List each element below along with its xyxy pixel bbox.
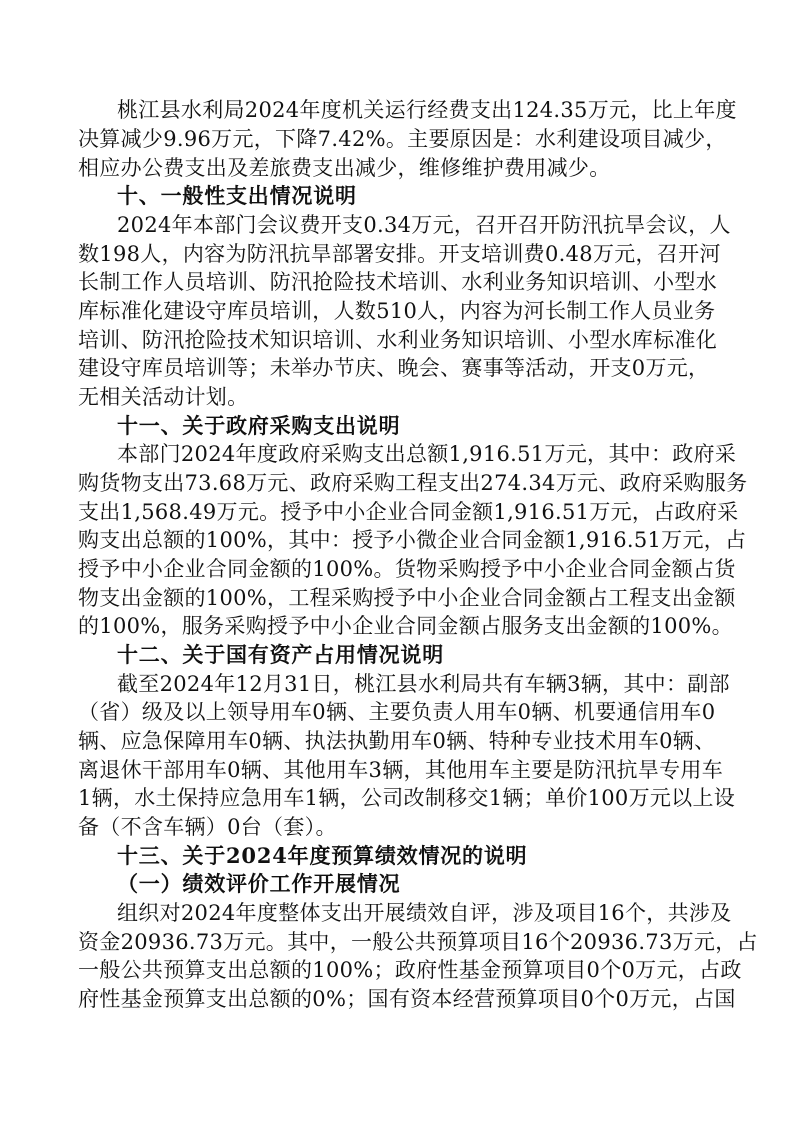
line-text: （省）级及以上领导用车0辆、主要负责人用车0辆、机要通信用车0 [78,700,716,724]
line-text: 支出1,568.49万元。授予中小企业合同金额1,916.51万元，占政府采 [78,500,739,524]
line-text: 府性基金预算支出总额的0%；国有资本经营预算项目0个0万元，占国 [78,987,736,1011]
line-text: 的100%，服务采购授予中小企业合同金额占服务支出金额的100%。 [78,614,733,638]
paragraph-line [0,928,793,956]
section-heading-13 [0,842,793,870]
paragraph-line [0,383,793,411]
paragraph-line [0,985,793,1013]
line-text: 购支出总额的100%，其中：授予小微企业合同金额1,916.51万元，占 [78,528,747,552]
line-text: 购货物支出73.68万元、政府采购工程支出274.34万元、政府采购服务 [78,471,748,495]
line-text: 培训、防汛抢险技术知识培训、水利业务知识培训、小型水库标准化 [78,328,717,352]
paragraph-line [0,756,793,784]
paragraph-line [0,96,793,124]
paragraph-line [0,670,793,698]
heading-text: 十二、关于国有资产占用情况说明 [117,642,444,667]
paragraph-line [0,727,793,755]
heading-text: 十一、关于政府采购支出说明 [117,413,401,438]
line-text: 组织对2024年度整体支出开展绩效自评，涉及项目16个，共涉及 [117,901,732,925]
paragraph-line [0,354,793,382]
line-text: 备（不含车辆）0台（套）。 [78,815,337,839]
line-text: 数198人，内容为防汛抗旱部署安排。开支培训费0.48万元，召开河 [78,242,721,266]
heading-text: 十、一般性支出情况说明 [117,183,357,208]
line-text: 1辆，水土保持应急用车1辆，公司改制移交1辆；单价100万元以上设 [78,786,736,810]
line-text: 相应办公费支出及差旅费支出减少，维修维护费用减少。 [78,156,611,180]
paragraph-line [0,211,793,239]
line-text: 桃江县水利局2024年度机关运行经费支出124.35万元，比上年度 [117,98,737,122]
line-text: 本部门2024年度政府采购支出总额1,916.51万元，其中：政府采 [117,442,737,466]
section-heading-10 [0,182,793,210]
line-text: 长制工作人员培训、防汛抢险技术培训、水利业务知识培训、小型水 [78,270,717,294]
line-text: 物支出金额的100%，工程采购授予中小企业合同金额占工程支出金额 [78,586,736,610]
paragraph-line [0,240,793,268]
paragraph-line [0,268,793,296]
paragraph-line [0,297,793,325]
line-text: 截至2024年12月31日，桃江县水利局共有车辆3辆，其中：副部 [117,672,730,696]
paragraph-line [0,498,793,526]
paragraph-line [0,784,793,812]
section-heading-12 [0,641,793,669]
heading-text: （一）绩效评价工作开展情况 [117,871,401,896]
paragraph-line [0,154,793,182]
line-text: 授予中小企业合同金额的100%。货物采购授予中小企业合同金额占货 [78,557,736,581]
heading-text: 十三、关于2024年度预算绩效情况的说明 [117,843,528,868]
paragraph-line [0,698,793,726]
subsection-heading [0,870,793,898]
line-text: 决算减少9.96万元，下降7.42%。主要原因是：水利建设项目减少， [78,127,727,151]
line-text: 库标准化建设守库员培训，人数510人，内容为河长制工作人员业务 [78,299,716,323]
line-text: 2024年本部门会议费开支0.34万元，召开召开防汛抗旱会议，人 [117,213,731,237]
paragraph-line [0,612,793,640]
line-text: 无相关活动计划。 [78,385,249,409]
paragraph-line [0,526,793,554]
line-text: 资金20936.73万元。其中，一般公共预算项目16个20936.73万元，占 [78,930,758,954]
paragraph-line [0,326,793,354]
line-text: 一般公共预算支出总额的100%；政府性基金预算项目0个0万元，占政 [78,958,742,982]
paragraph-line [0,813,793,841]
line-text: 离退休干部用车0辆、其他用车3辆，其他用车主要是防汛抗旱专用车 [78,758,724,782]
paragraph-line [0,469,793,497]
paragraph-line [0,125,793,153]
line-text: 建设守库员培训等；未举办节庆、晚会、赛事等活动，开支0万元， [78,356,710,380]
paragraph-line [0,440,793,468]
paragraph-line [0,899,793,927]
paragraph-line [0,555,793,583]
paragraph-line [0,584,793,612]
line-text: 辆、应急保障用车0辆、执法执勤用车0辆、特种专业技术用车0辆、 [78,729,716,753]
section-heading-11 [0,412,793,440]
paragraph-line [0,956,793,984]
